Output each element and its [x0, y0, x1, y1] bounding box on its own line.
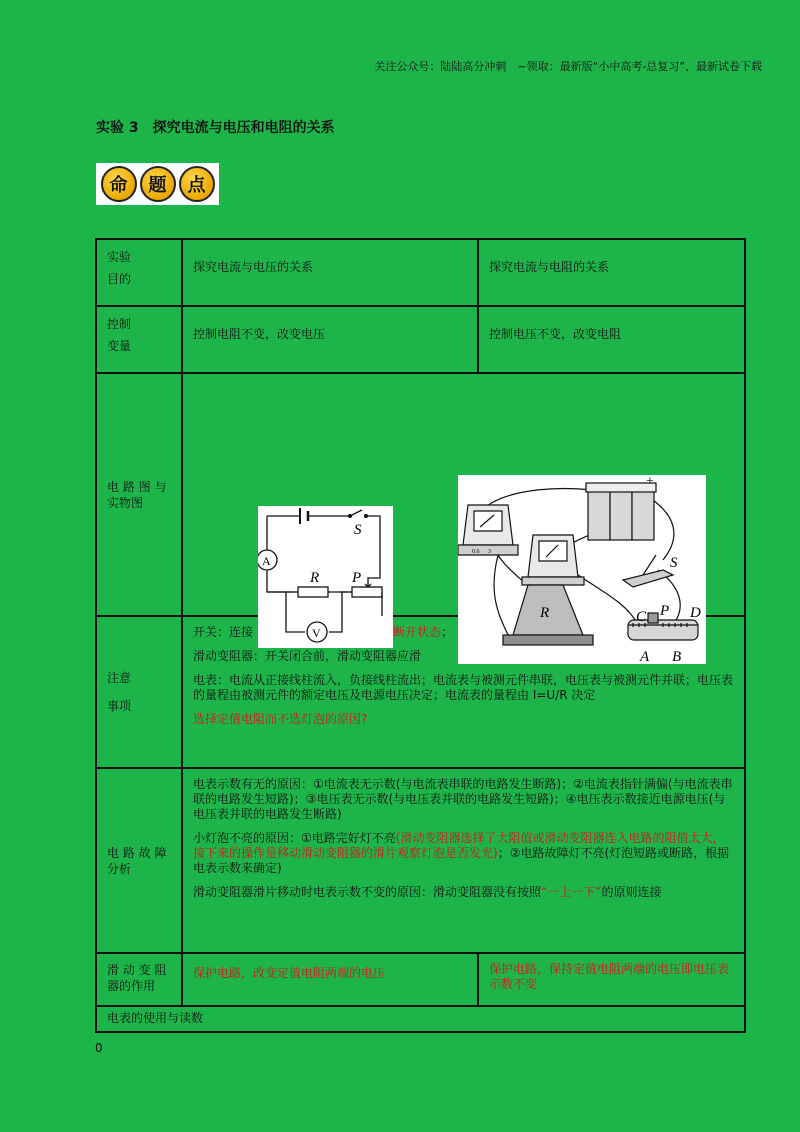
photo-label-d: D	[690, 605, 701, 621]
purpose-resistance: 探究电流与电阻的关系	[478, 239, 745, 306]
photo-label-b: B	[672, 649, 682, 664]
control-voltage: 控制电阻不变，改变电压	[182, 306, 478, 373]
row-meters	[96, 1006, 745, 1032]
fault-meters: 电表示数有无的原因：①电流表无示数(与电流表串联的电路发生断路)；②电流表指针满偏(与电流表串联的电路发生短路)；③电压表无示数(与电压表并联的电路发生短路)；④电压表示数接近电源电压(与电压表并联的电路发生断路)	[193, 777, 733, 821]
header-note: 关注公众号：陆陆高分冲刺 ~领取：最新版“小中高考-总复习”、最新试卷下载	[374, 60, 762, 73]
circuit-label-a: A	[262, 554, 271, 568]
row-fault	[96, 768, 745, 953]
badge-mingtidian	[96, 163, 219, 205]
row-purpose	[96, 239, 745, 306]
note-question: 选择定值电阻而不选灯泡的原因?	[193, 712, 368, 726]
row-control	[96, 306, 745, 373]
label-notes: 注意 事项	[96, 616, 182, 768]
circuit-label-p: P	[352, 570, 362, 586]
photo-label-s: S	[670, 555, 678, 571]
page-number: 0	[95, 1041, 103, 1055]
control-resistance: 控制电压不变，改变电阻	[478, 306, 745, 373]
note-rheostat: 滑动变阻器：开关闭合前，滑动变阻器应滑	[193, 649, 422, 663]
photo-label-c: C	[636, 609, 647, 625]
label-control: 控制 变量	[96, 306, 182, 373]
note-switch: 开关：连接 断开状态；	[193, 625, 454, 639]
photo-label-plus: +	[646, 475, 654, 489]
apparatus-photo	[458, 475, 706, 664]
meters-label: 电表的使用与读数	[96, 1006, 745, 1032]
circuit-diagram	[258, 506, 393, 648]
row-rheostat-role	[96, 953, 745, 1006]
note-meters: 电表：电流从正接线柱流入，负接线柱流出；电流表与被测元件串联，电压表与被测元件并联；电压表的量程由被测元件的额定电压及电源电压决定；电流表的量程由 I=U/R 决定	[193, 673, 734, 702]
circuit-label-r: R	[310, 570, 320, 586]
rheostat-role-2: 保护电路，保持定值电阻两端的电压即电压表示数不变	[478, 953, 745, 1006]
label-rheostat-role: 滑 动 变 阻 器的作用	[96, 953, 182, 1006]
photo-label-06: 0.6	[472, 549, 480, 555]
label-purpose: 实验 目的	[96, 239, 182, 306]
badge-char-3: 点	[179, 166, 215, 202]
fault-rheostat: 滑动变阻器滑片移动时电表示数不变的原因：滑动变阻器没有按照“一上一下”的原则连接	[193, 885, 662, 899]
fault-cell	[182, 768, 745, 953]
photo-label-p: P	[660, 603, 670, 619]
badge-char-2: 题	[140, 166, 176, 202]
page-title: 实验 3 探究电流与电压和电阻的关系	[96, 120, 335, 136]
photo-label-a: A	[640, 649, 650, 664]
label-fault: 电 路 故 障 分析	[96, 768, 182, 953]
label-diagram: 电 路 图 与 实物图	[96, 373, 182, 616]
badge-char-1: 命	[101, 166, 137, 202]
circuit-label-v: V	[312, 626, 321, 640]
purpose-voltage: 探究电流与电压的关系	[182, 239, 478, 306]
fault-lamp: 小灯泡不亮的原因：①电路完好灯不亮(滑动变阻器选择了大阻值或滑动变阻器连入电路的阻值太大，接下来的操作是移动滑动变阻器的滑片观察灯泡是否发光)；②电路故障灯不亮(灯泡短路或断路，根据电表示数来确定)	[193, 831, 730, 875]
circuit-label-s: S	[354, 522, 362, 538]
rheostat-role-1: 保护电路，改变定值电阻两端的电压	[182, 953, 478, 1006]
photo-label-r: R	[540, 605, 550, 621]
photo-label-3: 3	[488, 549, 491, 555]
